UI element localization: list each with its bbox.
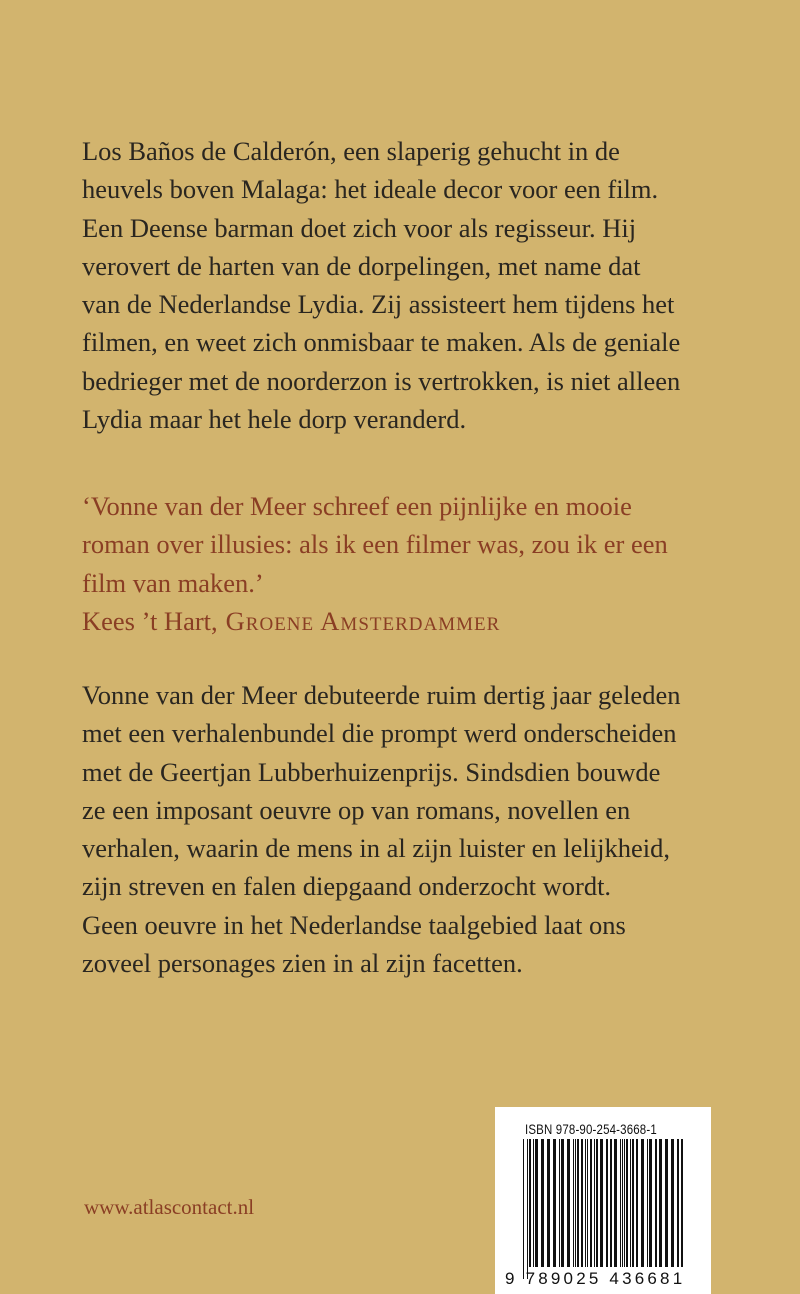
barcode-bar	[600, 1139, 603, 1267]
barcode-bar	[624, 1139, 625, 1267]
barcode-bar	[533, 1139, 534, 1267]
barcode-bar	[567, 1139, 570, 1267]
barcode-bar	[610, 1139, 612, 1267]
bio-line: Vonne van der Meer debuteerde ruim dertig jaar geleden	[82, 680, 681, 710]
bio-line: zoveel personages zien in al zijn facetten.	[82, 948, 523, 979]
barcode-bar	[594, 1139, 595, 1267]
bio-line: verhalen, waarin de mens in al zijn luister en lelijkheid,	[82, 833, 670, 864]
barcode-bar	[590, 1139, 592, 1267]
barcode-bar	[553, 1139, 556, 1267]
barcode-bar	[681, 1139, 683, 1267]
barcode-bar	[585, 1139, 586, 1267]
quote-author: Kees ’t Hart,	[82, 605, 218, 636]
bio-line: Geen oeuvre in het Nederlandse taalgebied laat ons	[82, 909, 626, 940]
barcode-bar	[577, 1139, 579, 1267]
barcode-bar	[529, 1139, 531, 1267]
quote-line: ‘Vonne van der Meer schreef een pijnlijke en mooie	[82, 491, 632, 521]
barcode-bar	[614, 1139, 617, 1267]
barcode-bar	[527, 1139, 528, 1279]
isbn-digits: 9 789025 436681	[505, 1269, 686, 1288]
publisher-website-link[interactable]: www.atlascontact.nl	[84, 1195, 255, 1219]
barcode-bar	[659, 1139, 662, 1267]
barcode-bar	[620, 1139, 621, 1267]
barcode-bar	[632, 1139, 634, 1267]
quote-attribution	[82, 602, 782, 640]
author-bio-paragraph	[82, 676, 782, 982]
synopsis-line: Lydia maar het hele dorp veranderd.	[82, 404, 467, 435]
barcode-bar	[636, 1139, 638, 1267]
barcode-bar	[596, 1139, 598, 1267]
barcode-bar	[671, 1139, 674, 1267]
bio-line: met de Geertjan Lubberhuizenprijs. Sindsdien bouwde	[82, 756, 661, 787]
bio-line: met een verhalenbundel die prompt werd onderscheiden	[82, 718, 677, 749]
quote-line: film van maken.’	[82, 567, 264, 598]
isbn-label: ISBN 978-90-254-3668-1	[525, 1121, 657, 1137]
barcode-bar	[573, 1139, 574, 1267]
synopsis-line: heuvels boven Malaga: het ideale decor voor een film.	[82, 174, 659, 205]
quote-source: Groene Amsterdammer	[225, 605, 501, 636]
synopsis-line: filmen, en weet zich onmisbaar te maken. Als de geniale	[82, 327, 681, 358]
synopsis-line: Een Deense barman doet zich voor als regisseur. Hij	[82, 212, 637, 243]
barcode-bar	[655, 1139, 657, 1267]
barcode-bar	[641, 1139, 644, 1267]
barcode-bar	[665, 1139, 668, 1267]
barcode-bar	[581, 1139, 583, 1267]
synopsis-line: verovert de harten van de dorpelingen, met name dat	[82, 250, 641, 281]
barcode-bar	[626, 1139, 628, 1267]
barcode-bar	[541, 1139, 544, 1267]
barcode-bar	[677, 1139, 679, 1267]
bio-line: zijn streven en falen diepgaand onderzocht wordt.	[82, 871, 612, 902]
synopsis-line: Los Baños de Calderón, een slaperig gehucht in de	[82, 136, 620, 166]
barcode-bar	[559, 1139, 560, 1267]
quote-line: roman over illusies: als ik een filmer was, zou ik er een	[82, 529, 668, 560]
barcode-bar	[575, 1139, 576, 1267]
barcode-bar	[547, 1139, 550, 1267]
synopsis-paragraph	[82, 132, 782, 438]
barcode-panel	[495, 1107, 711, 1294]
barcode-bar	[523, 1139, 524, 1279]
barcode-bar	[649, 1139, 652, 1267]
barcode-bar	[587, 1139, 588, 1267]
barcode-bar	[561, 1139, 564, 1267]
barcode-bar	[606, 1139, 608, 1267]
bio-line: ze een imposant oeuvre op van romans, novellen en	[82, 794, 631, 825]
barcode-bar	[535, 1139, 538, 1267]
synopsis-line: bedrieger met de noorderzon is vertrokken, is niet alleen	[82, 365, 681, 396]
barcode-bar	[630, 1139, 631, 1267]
barcode-bar	[622, 1139, 623, 1267]
barcode-bar	[647, 1139, 648, 1267]
review-quote	[82, 487, 782, 640]
synopsis-line: van de Nederlandse Lydia. Zij assisteert hem tijdens het	[82, 289, 675, 320]
